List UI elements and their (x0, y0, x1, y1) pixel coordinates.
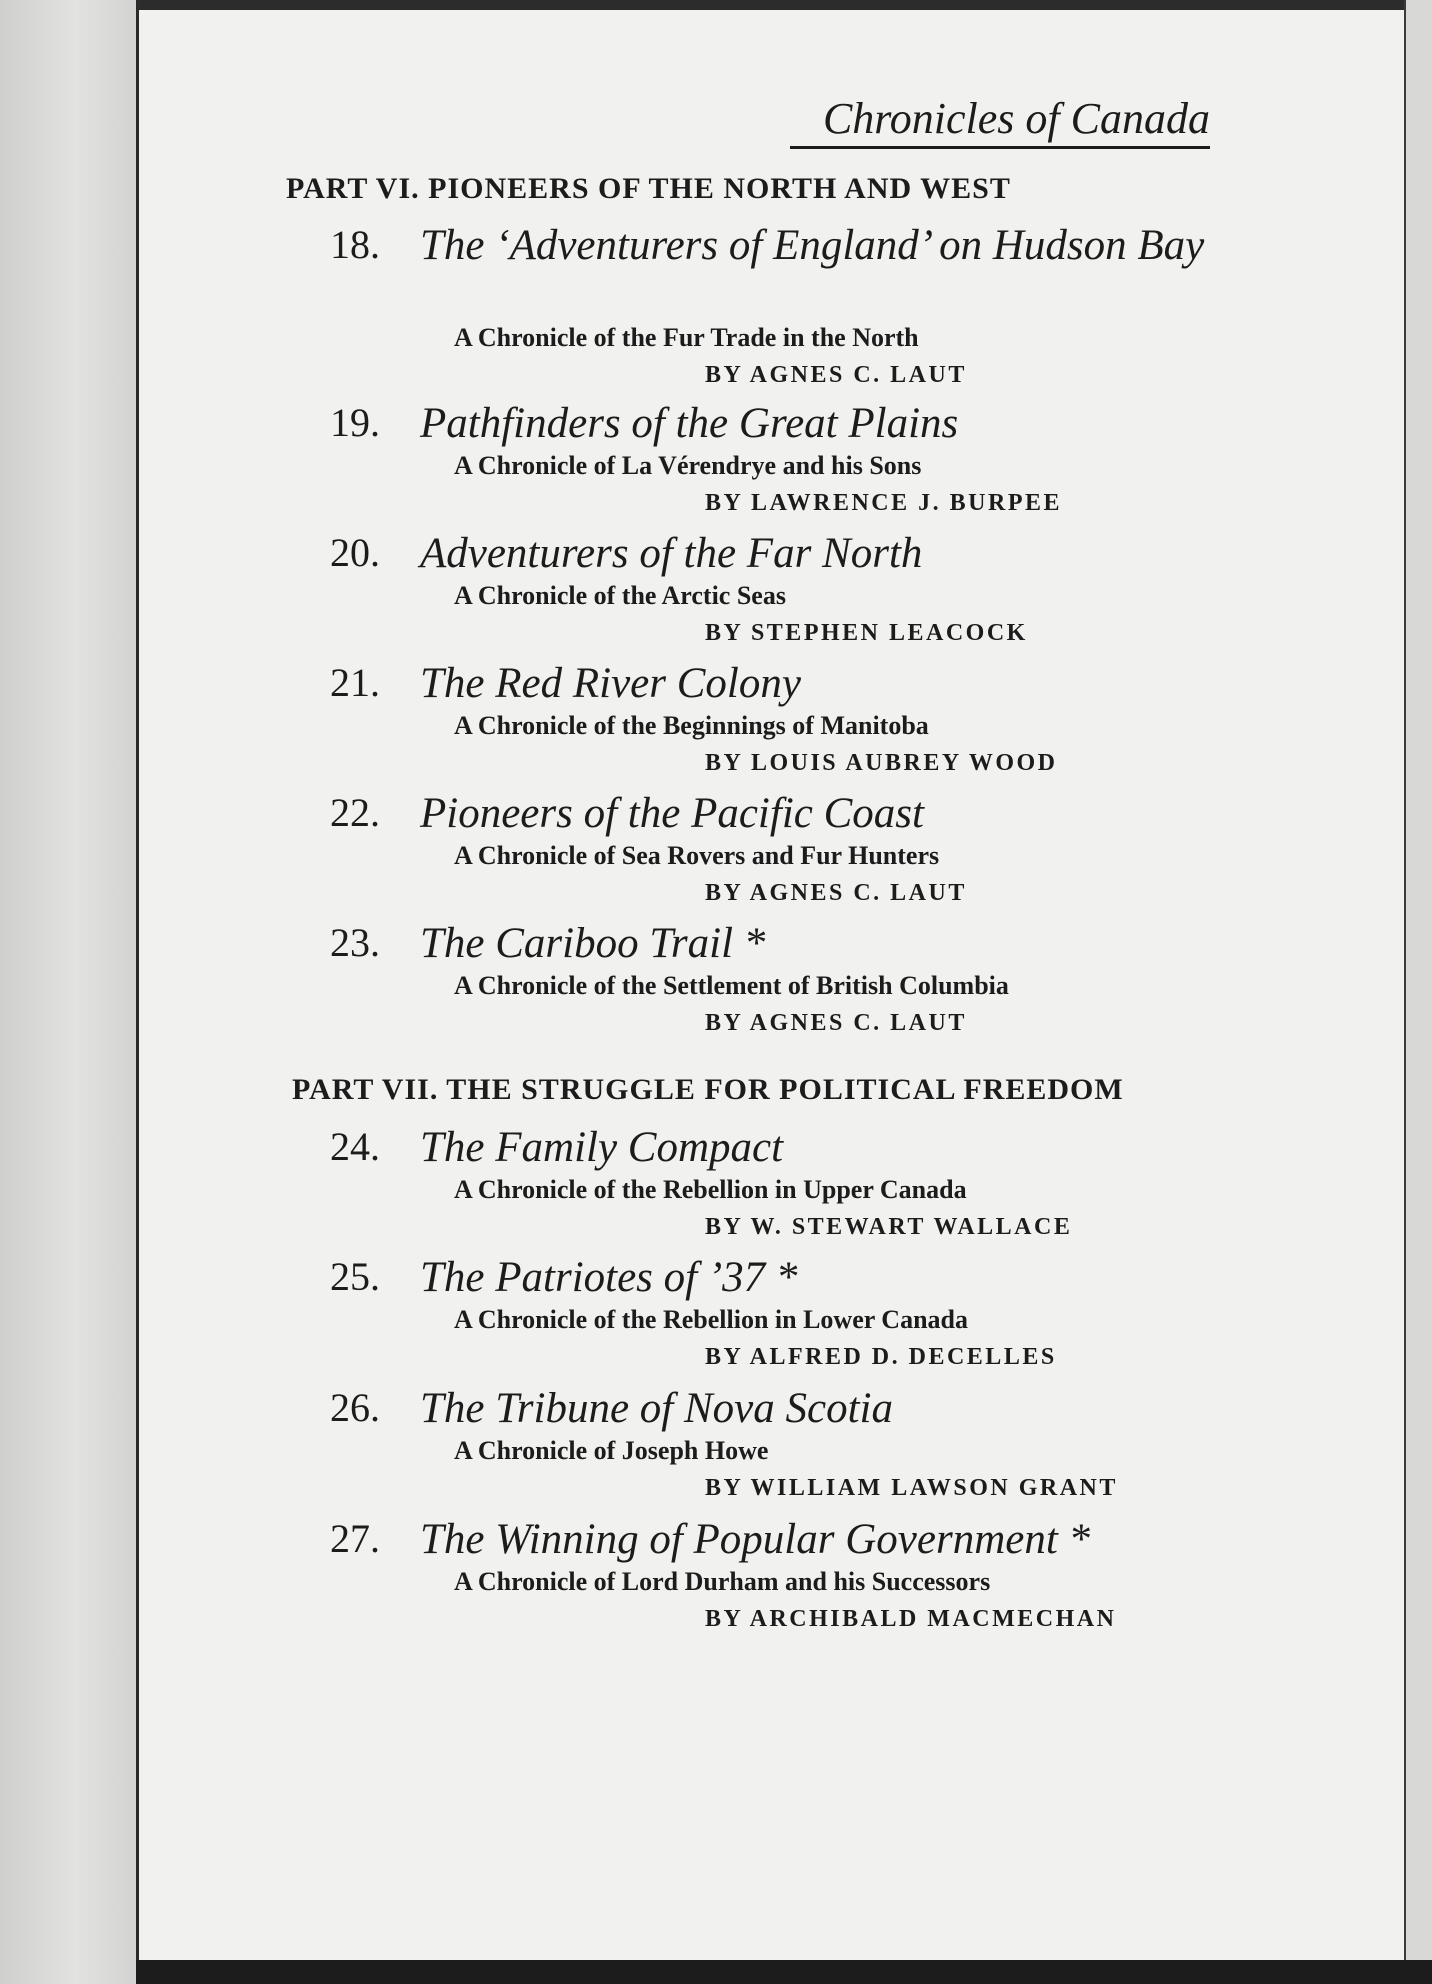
entry-subtitle: A Chronicle of the Beginnings of Manitoba (454, 711, 929, 740)
running-head: Chronicles of Canada (822, 94, 1210, 143)
entry-number: 27. (330, 1516, 380, 1561)
entry-title: The Red River Colony (420, 660, 801, 707)
entry-subtitle: A Chronicle of the Fur Trade in the North (454, 323, 919, 352)
entry-title: The Tribune of Nova Scotia (420, 1385, 893, 1432)
entry-subtitle: A Chronicle of the Settlement of British Columbia (454, 971, 1009, 1000)
entry-title: The Winning of Popular Government * (420, 1516, 1091, 1563)
entry-subtitle: A Chronicle of the Rebellion in Upper Canada (454, 1175, 967, 1204)
entry-title: Pioneers of the Pacific Coast (420, 790, 924, 837)
book-spine (0, 0, 139, 1984)
entry-subtitle: A Chronicle of the Arctic Seas (454, 581, 786, 610)
entry-number: 23. (330, 920, 380, 965)
entry-subtitle: A Chronicle of Lord Durham and his Successors (454, 1567, 991, 1596)
entry-title: The Patriotes of ’37 * (420, 1254, 798, 1301)
entry-subtitle: A Chronicle of Joseph Howe (454, 1436, 769, 1465)
page-bottom-shadow (136, 1960, 1432, 1984)
entry-number: 22. (330, 790, 380, 835)
entry-subtitle: A Chronicle of Sea Rovers and Fur Hunters (454, 841, 940, 870)
entry-title: Adventurers of the Far North (420, 530, 923, 577)
entry-number: 26. (330, 1385, 380, 1430)
entry-author: BY LOUIS AUBREY WOOD (705, 750, 1058, 776)
entry-author: BY AGNES C. LAUT (705, 1010, 967, 1036)
entry-number: 18. (330, 222, 380, 267)
part-heading: PART VII. THE STRUGGLE FOR POLITICAL FREEDOM (292, 1073, 1124, 1106)
entry-author: BY ALFRED D. DECELLES (705, 1344, 1057, 1370)
page-edge (1404, 0, 1432, 1984)
entry-number: 19. (330, 400, 380, 445)
entry-author: BY WILLIAM LAWSON GRANT (705, 1475, 1118, 1501)
entry-number: 24. (330, 1124, 380, 1169)
entry-subtitle: A Chronicle of the Rebellion in Lower Canada (454, 1305, 969, 1334)
entry-number: 20. (330, 530, 380, 575)
entry-title: Pathfinders of the Great Plains (420, 400, 959, 447)
entry-author: BY ARCHIBALD MACMECHAN (705, 1606, 1117, 1632)
running-head-rule (790, 146, 1210, 149)
entry-number: 25. (330, 1254, 380, 1299)
entry-title: The Cariboo Trail * (420, 920, 766, 967)
entry-title: The ‘Adventurers of England’ on Hudson Bay (420, 222, 1205, 269)
part-heading: PART VI. PIONEERS OF THE NORTH AND WEST (286, 172, 1011, 205)
entry-author: BY STEPHEN LEACOCK (705, 620, 1028, 646)
entry-number: 21. (330, 660, 380, 705)
entry-author: BY AGNES C. LAUT (705, 362, 967, 388)
entry-subtitle: A Chronicle of La Vérendrye and his Sons (454, 451, 922, 480)
entry-author: BY LAWRENCE J. BURPEE (705, 490, 1062, 516)
entry-author: BY AGNES C. LAUT (705, 880, 967, 906)
entry-author: BY W. STEWART WALLACE (705, 1214, 1073, 1240)
entry-title: The Family Compact (420, 1124, 784, 1171)
